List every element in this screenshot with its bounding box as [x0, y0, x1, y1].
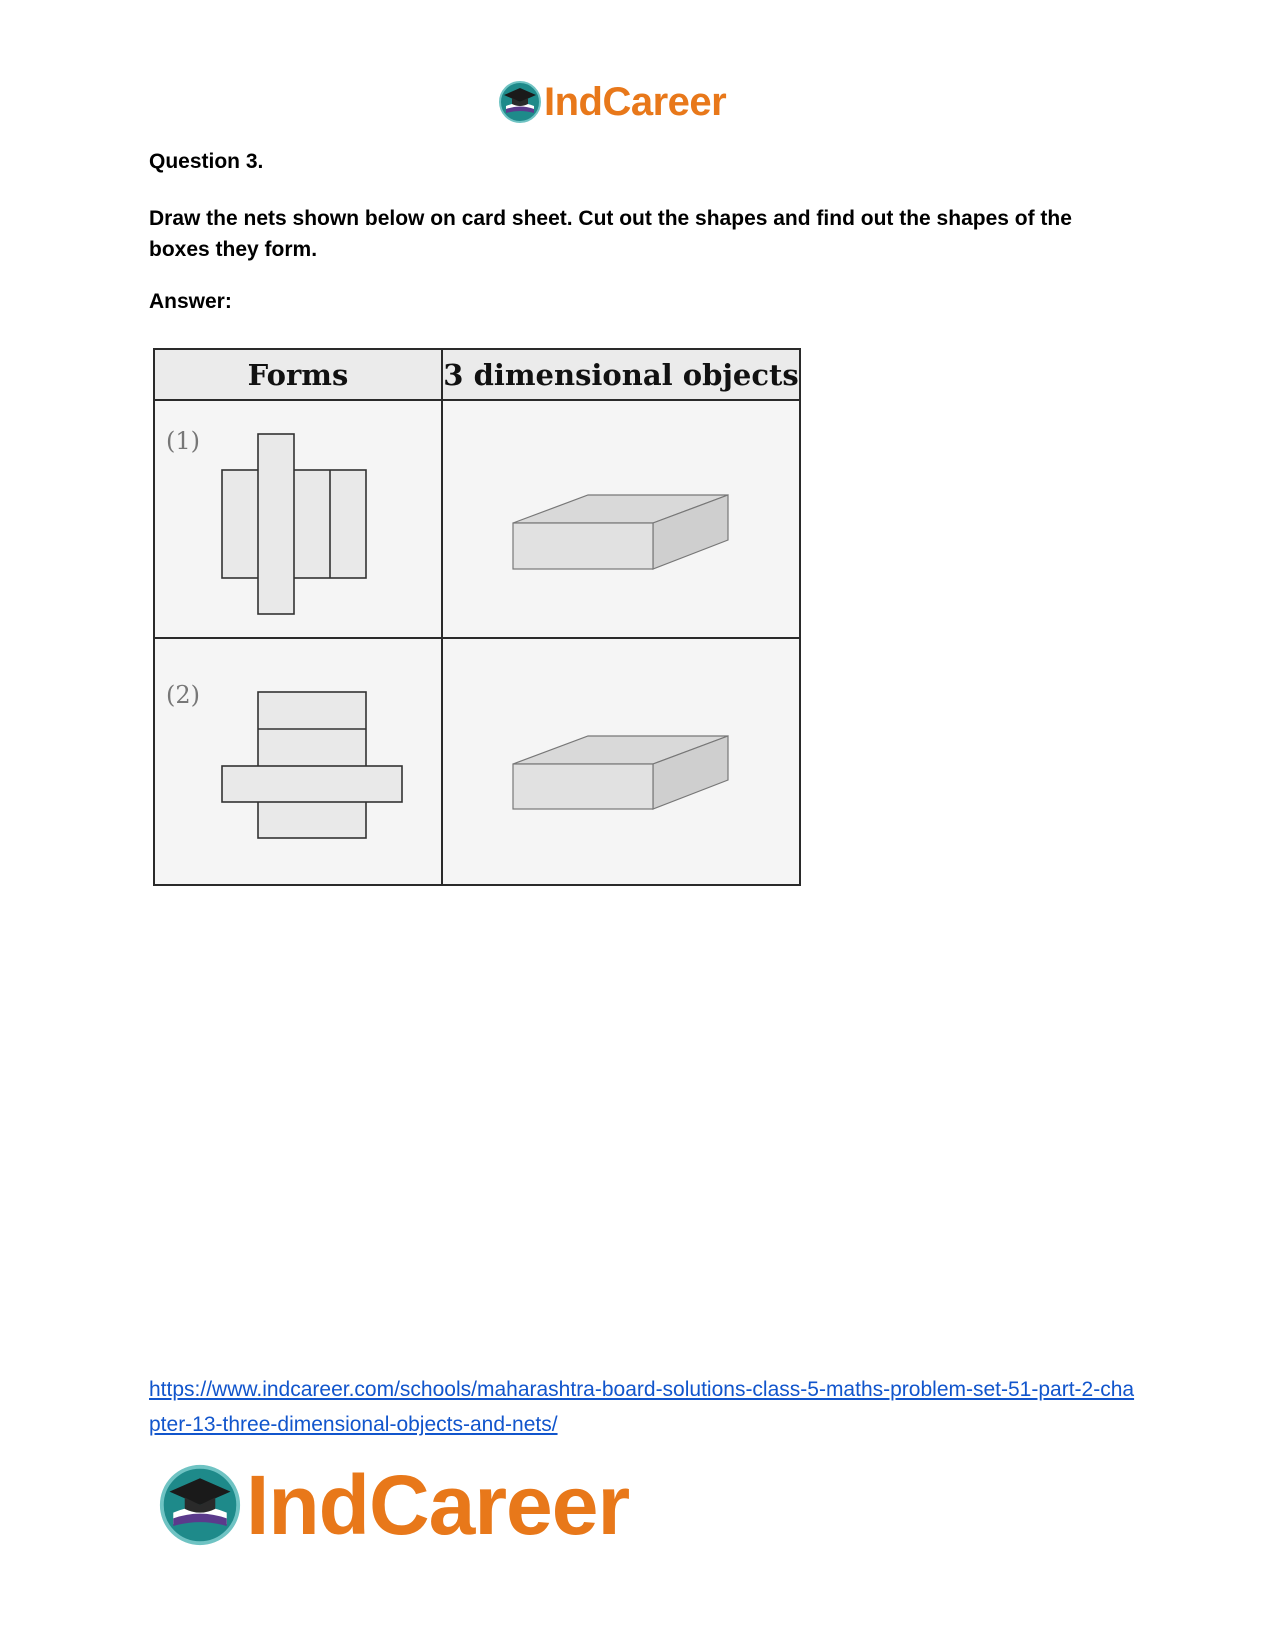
indcareer-logo-bottom [158, 1457, 630, 1552]
graduation-book-icon [498, 80, 542, 124]
row-label-2: (2) [166, 681, 200, 709]
row-label-1: (1) [166, 427, 200, 455]
question-text: Draw the nets shown below on card sheet. Cut out the shapes and find out the shapes of the boxes they form. [149, 207, 1072, 261]
source-link[interactable]: https://www.indcareer.com/schools/maharashtra-board-solutions-class-5-maths-problem-set-51-part-2-chapter-13-three-dimensional-objects-and-nets/ [149, 1378, 1135, 1436]
indcareer-logo-top [498, 80, 726, 124]
header-forms: Forms [247, 358, 349, 392]
logo-text: IndCareer [544, 79, 727, 124]
nets-figure [150, 345, 805, 893]
logo-text: IndCareer [246, 1457, 630, 1552]
header-3d-objects: 3 dimensional objects [443, 358, 799, 392]
question-title: Question 3. [149, 150, 264, 173]
graduation-book-icon [158, 1463, 242, 1547]
answer-label: Answer: [149, 290, 232, 313]
